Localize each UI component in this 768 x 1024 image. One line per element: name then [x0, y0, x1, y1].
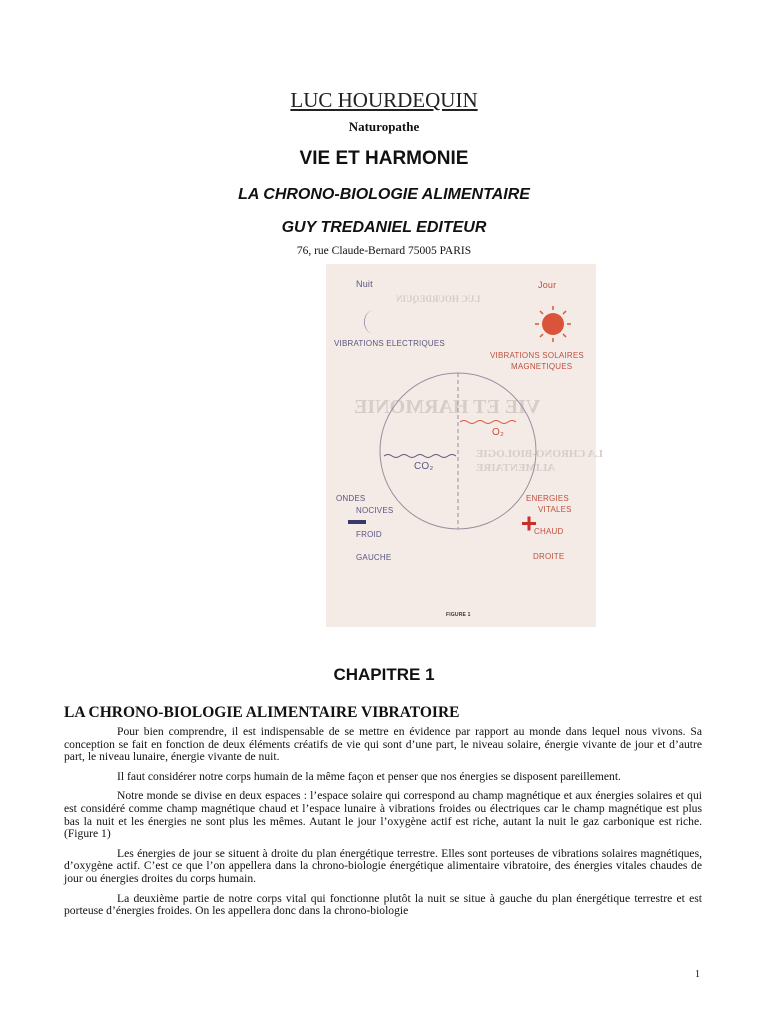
electric-vibrations-label: VIBRATIONS ELECTRIQUES: [334, 339, 445, 348]
chapter-heading: CHAPITRE 1: [333, 665, 435, 684]
right-side-label: DROITE: [533, 552, 565, 561]
figure-caption: FIGURE 1: [446, 612, 471, 618]
sun-icon: [535, 306, 571, 342]
page-number: 1: [695, 969, 700, 980]
show-through-title: VIE ET HARMONIE: [354, 396, 541, 418]
author-name: LUC HOURDEQUIN: [290, 88, 478, 112]
solar-vibrations-label: VIBRATIONS SOLAIRES: [490, 351, 584, 360]
figure-1-diagram: [326, 264, 603, 627]
show-through-subtitle-2: ALIMENTAIRE: [476, 462, 556, 474]
paragraph-5: La deuxième partie de notre corps vital qui fonctionne plutôt la nuit se situe à gauche du plan énergétique terrestre et est porteuse d’énergies froides. On les appellera donc dans la chrono-biologie: [64, 891, 702, 918]
magnetic-label: MAGNETIQUES: [511, 362, 573, 371]
night-label: Nuit: [356, 279, 373, 289]
publisher-address: 76, rue Claude-Bernard 75005 PARIS: [296, 245, 472, 257]
paragraph-4: Les énergies de jour se situent à droite du plan énergétique terrestre. Elles sont porteuses de vibrations solaires magnétiques, d’oxygène actif. C’est ce que l’on appellera dans la chrono-biologie énergétique alimentaire vibratoire, des énergies vitales chaudes de jour ou énergies droites du corps humain.: [64, 846, 702, 885]
publisher-name: GUY TREDANIEL EDITEUR: [281, 219, 487, 236]
co2-label: CO₂: [414, 461, 434, 472]
paragraph-1: Pour bien comprendre, il est indispensable de se mettre en évidence par rapport au monde dans lequel nous vivons. Sa conception se fait en fonction de deux éléments créatifs de vie qui sont d’une part, le niveau solaire, énergie vivante de jour et d’autre part, le niveau lunaire, énergie vivante de nuit.: [64, 725, 702, 764]
show-through-subtitle: LA CHRONO-BIOLOGIE: [476, 448, 603, 460]
day-label: Jour: [538, 280, 557, 290]
harmful-waves-label: ONDES: [336, 494, 366, 503]
o2-label: O₂: [492, 427, 505, 438]
vital-label: VITALES: [538, 505, 572, 514]
book-title: VIE ET HARMONIE: [299, 148, 469, 169]
body-text: [64, 726, 702, 925]
diagram-drawing: [326, 264, 596, 627]
moon-icon: [364, 310, 374, 334]
oxygen-wave: [460, 421, 516, 424]
section-title: LA CHRONO-BIOLOGIE ALIMENTAIRE VIBRATOIRE: [64, 704, 460, 721]
harmful-label: NOCIVES: [356, 506, 394, 515]
show-through-header: LUC HOURDEQUIN: [396, 294, 481, 304]
book-subtitle: LA CHRONO-BIOLOGIE ALIMENTAIRE: [238, 186, 530, 203]
minus-icon: [348, 520, 366, 524]
left-side-label: GAUCHE: [356, 553, 392, 562]
paragraph-3: Notre monde se divise en deux espaces : l’espace solaire qui correspond au champ magnétique et aux énergies solaires et qui est considéré comme champ magnétique chaud et l’espace lunaire à vibrations froides ou électriques car le champ magnétique est plus bas la nuit et les énergies ne sont plus les mêmes. Autant le jour l’oxygène actif est riche, autant la nuit le gaz carbonique est riche. (Figure 1): [64, 789, 702, 841]
cold-label: FROID: [356, 530, 382, 539]
paragraph-2: Il faut considérer notre corps humain de la même façon et penser que nos énergies se disposent pareillement.: [117, 769, 621, 783]
author-profession: Naturopathe: [348, 119, 420, 134]
hot-label: CHAUD: [534, 527, 564, 536]
vital-energies-label: ENERGIES: [526, 494, 569, 503]
co2-wave: [384, 455, 456, 458]
